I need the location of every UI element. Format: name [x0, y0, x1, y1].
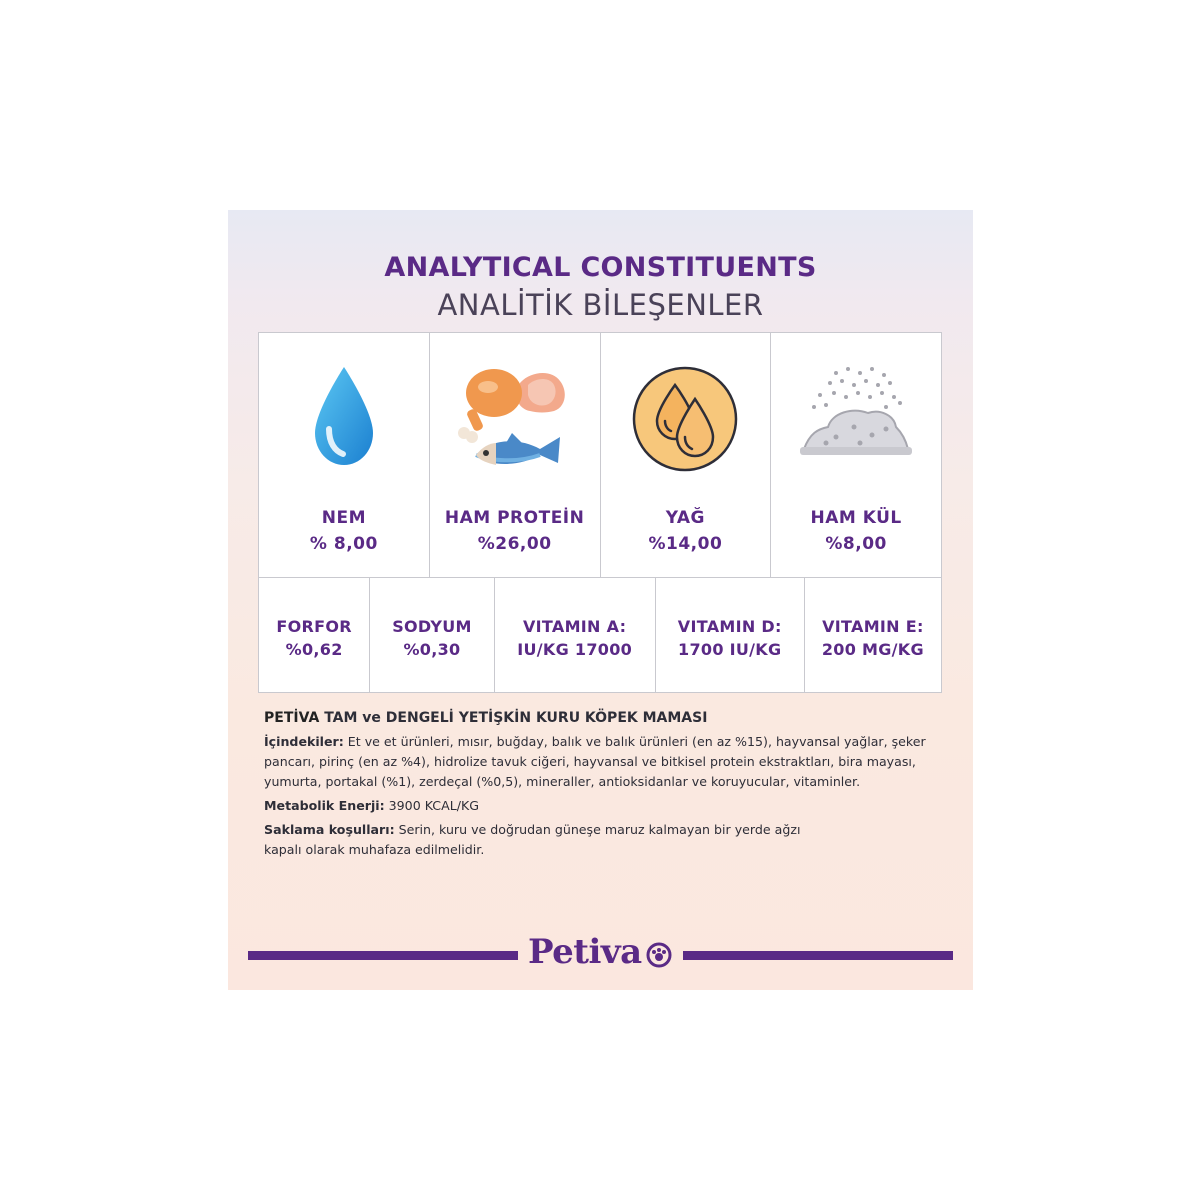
constituent-value: %26,00 — [477, 534, 552, 554]
storage-label: Saklama koşulları: — [264, 822, 395, 837]
constituent-label: HAM KÜL — [810, 508, 902, 528]
storage-text — [264, 820, 824, 860]
secondary-constituents-grid — [258, 577, 942, 693]
constituent-label: NEM — [321, 508, 366, 528]
constituent-value: %0,30 — [403, 640, 461, 659]
energy-value: 3900 KCAL/KG — [384, 798, 479, 813]
constituent-value: %8,00 — [825, 534, 887, 554]
constituent-sodium — [370, 578, 494, 692]
product-name: TAM ve DENGELİ YETİŞKİN KURU KÖPEK MAMASI — [324, 710, 708, 726]
ingredients-label: İçindekiler: — [264, 734, 344, 749]
constituent-vitamin-e — [805, 578, 941, 692]
energy-text — [264, 796, 954, 816]
constituent-value: 1700 IU/KG — [678, 640, 782, 659]
storage-value: Serin, kuru ve doğrudan güneşe maruz kalmayan bir yerde ağzı kapalı olarak muhafaza edilmelidir. — [264, 822, 801, 857]
constituent-moisture — [259, 333, 430, 577]
constituent-label: VITAMIN D: — [677, 617, 782, 636]
footer-divider-right — [683, 951, 953, 960]
ash-pile-icon — [796, 363, 916, 463]
constituent-value: IU/KG 17000 — [517, 640, 633, 659]
product-title — [264, 710, 954, 726]
analytical-constituents-card — [228, 210, 973, 990]
constituent-label: VITAMIN A: — [522, 617, 627, 636]
logo-text: Petiva — [528, 932, 642, 972]
constituent-value: 200 MG/KG — [821, 640, 924, 659]
constituent-ash — [771, 333, 941, 577]
page-subtitle: ANALİTİK BİLEŞENLER — [437, 288, 764, 322]
constituent-protein — [430, 333, 601, 577]
constituent-vitamin-d — [656, 578, 805, 692]
constituent-vitamin-a — [495, 578, 656, 692]
constituent-label: YAĞ — [665, 508, 706, 528]
constituent-phosphorus — [259, 578, 370, 692]
main-constituents-grid — [258, 332, 942, 578]
constituent-fat — [601, 333, 772, 577]
constituent-label: HAM PROTEİN — [444, 508, 585, 528]
constituent-value: %14,00 — [648, 534, 723, 554]
ingredients-value: Et ve et ürünleri, mısır, buğday, balık ve balık ürünleri (en az %15), hayvansal yağlar, şeker pancarı, pirinç (en az %4), hidrolize tavuk ciğeri, hayvansal ve bitkisel protein ekstraktları, bira mayası, yumurta, portakal (%1), zerdeçal (%0,5), mineraller, antioksidanlar ve koruyucular, vitaminler. — [264, 734, 926, 789]
paw-heart-icon — [646, 942, 672, 968]
footer-divider-left — [248, 951, 518, 960]
product-brand: PETİVA — [264, 710, 320, 726]
oil-drops-icon — [629, 363, 741, 475]
ingredients-text — [264, 732, 954, 792]
constituent-label: FORFOR — [276, 617, 352, 636]
page-title: ANALYTICAL CONSTITUENTS — [384, 252, 817, 283]
meat-fish-icon — [450, 363, 580, 478]
constituent-label: VITAMIN E: — [822, 617, 924, 636]
product-info — [264, 710, 954, 864]
water-drop-icon — [309, 363, 379, 473]
constituent-value: %0,62 — [285, 640, 343, 659]
constituent-value: % 8,00 — [309, 534, 378, 554]
brand-logo — [528, 932, 673, 976]
energy-label: Metabolik Enerji: — [264, 798, 385, 813]
constituent-label: SODYUM — [392, 617, 472, 636]
